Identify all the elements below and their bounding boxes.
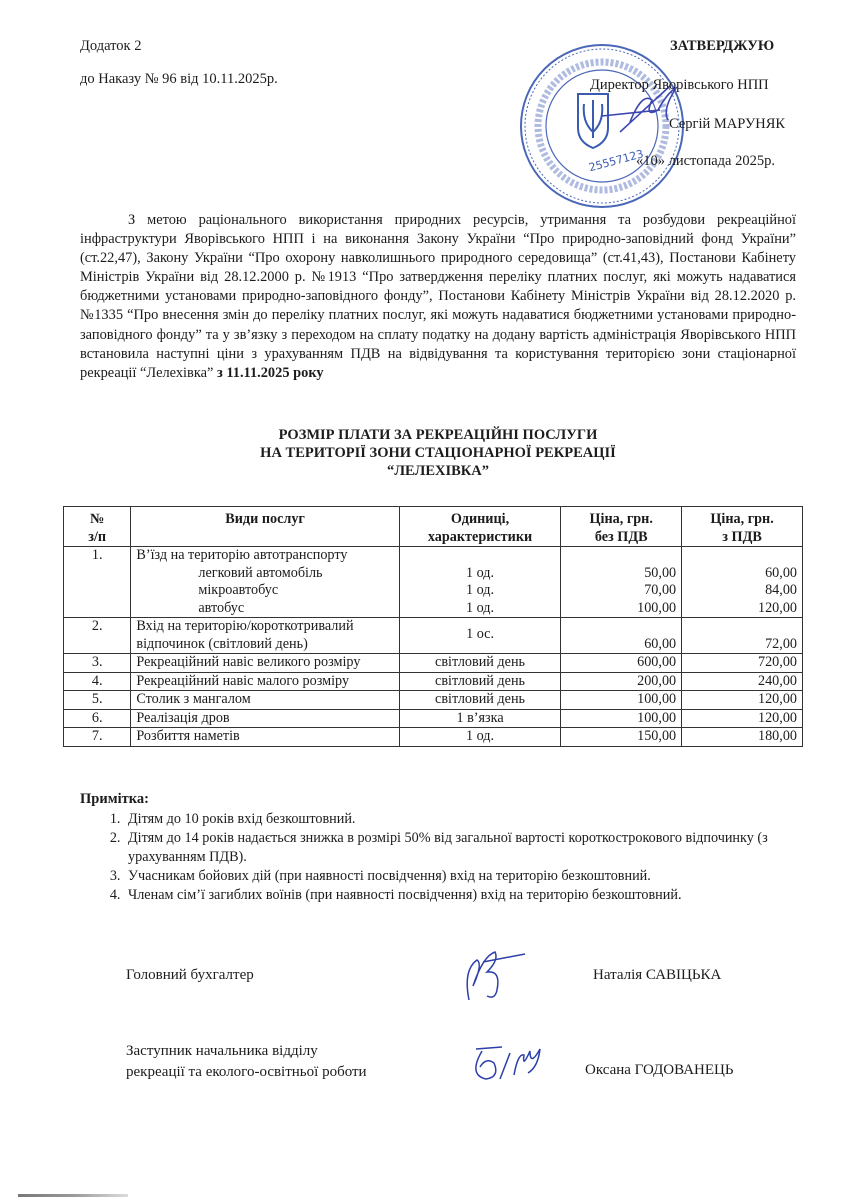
table-row (64, 728, 803, 747)
document-title (80, 426, 796, 480)
row-price-vat: 720,00 (682, 654, 803, 673)
title-line-2: НА ТЕРИТОРІЇ ЗОНИ СТАЦІОНАРНОЇ РЕКРЕАЦІЇ (260, 445, 616, 461)
note-item: 4. Членам сім’ї загиблих воїнів (при наявності посвідчення) вхід на територію безкоштовний. (124, 886, 804, 905)
row-price-no-vat: 60,00 (561, 618, 682, 654)
title-line-3: “ЛЕЛЕХІВКА” (386, 463, 490, 479)
svg-text:25557123: 25557123 (587, 147, 645, 175)
row-num: 3. (64, 654, 131, 673)
approval-date: «10» листопада 2025р. (636, 153, 775, 169)
row-unit: світловий день (399, 672, 560, 691)
signer-1-name: Наталія САВІЦЬКА (593, 967, 722, 983)
header-num: № з/п (64, 507, 131, 547)
row-service: Рекреаційний навіс великого розміру (131, 654, 399, 673)
row-num: 2. (64, 618, 131, 654)
row-num: 7. (64, 728, 131, 747)
signature-2-icon (462, 1045, 552, 1085)
intro-text: З метою раціонального використання природних ресурсів, утримання та розбудови рекреаційної інфраструктури Яворівського НПП і на виконання Закону України “Про природно-заповідний фонд України” (ст.22,47), Закону України “Про охорону навколишнього природного середовища” (ст.41,43), Постанови Кабінету Міністрів України від 28.12.2000 р. №1913 “Про затвердження переліку платних послуг, які можуть надаватися бюджетними установами природно-заповідного фонду”, Постанови Кабінету Міністрів України від 28.12.2020 р. №1335 “Про внесення змін до переліку платних послуг, які можуть надаватися бюджетними установами природно-заповідного фонду” та у зв’язку з переходом на сплату податку на додану вартість адміністрація Яворівського НПП встановила наступні ціни з урахуванням ПДВ на відвідування та користування територією зони стаціонарної рекреації “Лелехівка” (80, 212, 796, 381)
row-price-vat: 72,00 (682, 618, 803, 654)
row-num: 1. (64, 547, 131, 618)
row-price-no-vat: 100,00 (561, 691, 682, 710)
row-service: Розбиття наметів (131, 728, 399, 747)
row-price-no-vat: 100,00 (561, 709, 682, 728)
row-num: 4. (64, 672, 131, 691)
row-service: Вхід на територію/короткотривалий відпочинок (світловий день) (131, 618, 399, 654)
row-price-vat: 120,00 (682, 709, 803, 728)
row-price-vat: 180,00 (682, 728, 803, 747)
effective-date: з 11.11.2025 року (216, 364, 324, 381)
signer-2-role: Заступник начальника відділу рекреації та еколого-освітньої роботи (126, 1043, 367, 1080)
table-header-row (64, 507, 803, 547)
row-price-vat: 240,00 (682, 672, 803, 691)
row-price-vat: 60,00 84,00 120,00 (682, 547, 803, 618)
row-num: 5. (64, 691, 131, 710)
signer-1-role: Головний бухгалтер (126, 967, 254, 983)
row-price-no-vat: 600,00 (561, 654, 682, 673)
title-line-1: РОЗМІР ПЛАТИ ЗА РЕКРЕАЦІЙНІ ПОСЛУГИ (278, 427, 598, 443)
price-table (63, 506, 803, 747)
row-price-no-vat: 50,00 70,00 100,00 (561, 547, 682, 618)
row-price-no-vat: 150,00 (561, 728, 682, 747)
table-row (64, 691, 803, 710)
header-unit: Одиниці, характеристики (399, 507, 560, 547)
row-unit: 1 в’язка (399, 709, 560, 728)
signer-2-name: Оксана ГОДОВАНЕЦЬ (585, 1062, 734, 1078)
row-price-vat: 120,00 (682, 691, 803, 710)
row-unit: світловий день (399, 654, 560, 673)
scan-edge-divider (18, 1194, 128, 1197)
intro-paragraph (80, 211, 796, 383)
note-item: 2. Дітям до 14 років надається знижка в розмірі 50% від загальної вартості короткострокового відпочинку (з урахуванням ПДВ). (124, 829, 804, 867)
signature-1-icon (455, 950, 535, 1005)
row-num: 6. (64, 709, 131, 728)
row-unit: 1 ос. (399, 618, 560, 654)
appendix-label: Додаток 2 (80, 38, 142, 54)
header-price-vat: Ціна, грн. з ПДВ (682, 507, 803, 547)
row-unit: 1 од. (399, 728, 560, 747)
header-price-no-vat: Ціна, грн. без ПДВ (561, 507, 682, 547)
note-item: 3. Учасникам бойових дій (при наявності посвідчення) вхід на територію безкоштовний. (124, 867, 804, 886)
row-service: В’їзд на територію автотранспорту легковий автомобіль мікроавтобус автобус (131, 547, 399, 618)
row-unit: світловий день (399, 691, 560, 710)
table-row (64, 654, 803, 673)
order-reference: до Наказу № 96 від 10.11.2025р. (80, 71, 278, 87)
row-service: Столик з мангалом (131, 691, 399, 710)
approver-position: Директор Яворівського НПП (590, 77, 769, 93)
row-service: Рекреаційний навіс малого розміру (131, 672, 399, 691)
approval-title: ЗАТВЕРДЖУЮ (670, 38, 775, 54)
approver-name: Сергій МАРУНЯК (669, 116, 786, 132)
table-row (64, 709, 803, 728)
notes-title: Примітка: (80, 791, 149, 807)
table-row (64, 618, 803, 654)
row-unit: 1 од. 1 од. 1 од. (399, 547, 560, 618)
header-service: Види послуг (131, 507, 399, 547)
table-row (64, 547, 803, 618)
notes-list (104, 810, 804, 905)
row-service: Реалізація дров (131, 709, 399, 728)
row-price-no-vat: 200,00 (561, 672, 682, 691)
note-item: 1. Дітям до 10 років вхід безкоштовний. (124, 810, 804, 829)
table-row (64, 672, 803, 691)
